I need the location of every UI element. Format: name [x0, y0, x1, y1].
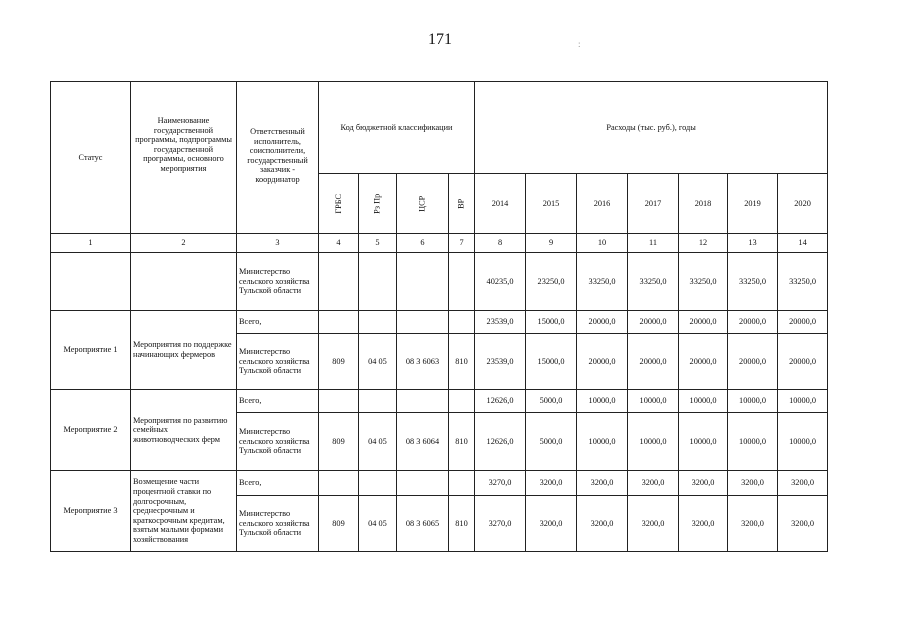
status-cell: [51, 253, 131, 311]
header-year: 2016: [577, 174, 628, 234]
table-row: [51, 471, 828, 496]
value-cell: 15000,0: [526, 334, 577, 390]
value-cell: 20000,0: [577, 311, 628, 334]
value-cell: 20000,0: [778, 334, 828, 390]
vr-cell: 810: [449, 334, 475, 390]
value-cell: 5000,0: [526, 390, 577, 413]
value-cell: 3270,0: [475, 471, 526, 496]
col-number: 14: [778, 234, 828, 253]
header-expenses: Расходы (тыс. руб.), годы: [475, 82, 828, 174]
status-cell: Мероприятие 1: [51, 311, 131, 390]
responsible-cell: Министерство сельского хозяйства Тульской области: [237, 413, 319, 471]
total-label-cell: Всего,: [237, 311, 319, 334]
col-number: 10: [577, 234, 628, 253]
header-year: 2019: [728, 174, 778, 234]
csr-cell: [397, 471, 449, 496]
name-cell: Мероприятия по поддержке начинающих фермеров: [131, 311, 237, 390]
scan-speck: :: [578, 39, 581, 49]
value-cell: 20000,0: [679, 334, 728, 390]
value-cell: 20000,0: [628, 311, 679, 334]
value-cell: 20000,0: [679, 311, 728, 334]
grbs-cell: [319, 311, 359, 334]
value-cell: 10000,0: [628, 413, 679, 471]
total-label-cell: Всего,: [237, 471, 319, 496]
csr-cell: [397, 253, 449, 311]
grbs-cell: [319, 253, 359, 311]
col-number: 2: [131, 234, 237, 253]
rzpr-cell: [359, 253, 397, 311]
budget-table: [50, 81, 828, 552]
value-cell: 10000,0: [577, 390, 628, 413]
responsible-cell: Министерство сельского хозяйства Тульской области: [237, 496, 319, 552]
value-cell: 10000,0: [778, 390, 828, 413]
value-cell: 12626,0: [475, 390, 526, 413]
value-cell: 10000,0: [778, 413, 828, 471]
header-name: Наименование государственной программы, подпрограммы государственной программы, основного мероприятия: [131, 82, 237, 234]
csr-cell: 08 3 6064: [397, 413, 449, 471]
value-cell: 33250,0: [728, 253, 778, 311]
col-number: 13: [728, 234, 778, 253]
csr-cell: 08 3 6065: [397, 496, 449, 552]
value-cell: 10000,0: [728, 413, 778, 471]
col-number: 7: [449, 234, 475, 253]
col-number: 9: [526, 234, 577, 253]
rzpr-cell: 04 05: [359, 334, 397, 390]
header-code-vr: ВР: [449, 174, 475, 234]
col-number: 6: [397, 234, 449, 253]
value-cell: 10000,0: [679, 413, 728, 471]
value-cell: 3270,0: [475, 496, 526, 552]
csr-cell: [397, 390, 449, 413]
value-cell: 20000,0: [577, 334, 628, 390]
value-cell: 23539,0: [475, 311, 526, 334]
value-cell: 5000,0: [526, 413, 577, 471]
value-cell: 20000,0: [728, 334, 778, 390]
vr-cell: [449, 311, 475, 334]
value-cell: 10000,0: [728, 390, 778, 413]
value-cell: 15000,0: [526, 311, 577, 334]
header-code-rzpr: Рз Пр: [359, 174, 397, 234]
table-row: [51, 253, 828, 311]
status-cell: Мероприятие 3: [51, 471, 131, 552]
value-cell: 20000,0: [628, 334, 679, 390]
value-cell: 33250,0: [679, 253, 728, 311]
vr-cell: [449, 471, 475, 496]
header-responsible: Ответственный исполнитель, соисполнители, государственный заказчик - координатор: [237, 82, 319, 234]
header-year: 2018: [679, 174, 728, 234]
value-cell: 3200,0: [526, 496, 577, 552]
grbs-cell: 809: [319, 334, 359, 390]
header-status: Статус: [51, 82, 131, 234]
value-cell: 3200,0: [778, 496, 828, 552]
responsible-cell: Министерство сельского хозяйства Тульской области: [237, 334, 319, 390]
value-cell: 20000,0: [728, 311, 778, 334]
total-label-cell: Всего,: [237, 390, 319, 413]
name-cell: [131, 253, 237, 311]
header-year: 2017: [628, 174, 679, 234]
value-cell: 10000,0: [628, 390, 679, 413]
status-cell: Мероприятие 2: [51, 390, 131, 471]
vr-cell: 810: [449, 413, 475, 471]
col-number: 12: [679, 234, 728, 253]
page-number: 171: [428, 31, 452, 48]
rzpr-cell: [359, 390, 397, 413]
rzpr-cell: 04 05: [359, 496, 397, 552]
value-cell: 20000,0: [778, 311, 828, 334]
value-cell: 10000,0: [679, 390, 728, 413]
col-number: 11: [628, 234, 679, 253]
value-cell: 3200,0: [628, 471, 679, 496]
value-cell: 33250,0: [778, 253, 828, 311]
value-cell: 10000,0: [577, 413, 628, 471]
value-cell: 33250,0: [577, 253, 628, 311]
value-cell: 3200,0: [728, 471, 778, 496]
value-cell: 3200,0: [577, 471, 628, 496]
csr-cell: [397, 311, 449, 334]
header-year: 2014: [475, 174, 526, 234]
table-row: [51, 390, 828, 413]
value-cell: 3200,0: [679, 471, 728, 496]
name-cell: Возмещение части процентной ставки по долгосрочным, среднесрочным и краткосрочным кредитам, взятым малыми формами хозяйствования: [131, 471, 237, 552]
grbs-cell: 809: [319, 496, 359, 552]
value-cell: 3200,0: [728, 496, 778, 552]
header-year: 2020: [778, 174, 828, 234]
value-cell: 23250,0: [526, 253, 577, 311]
header-code-grbs: ГРБС: [319, 174, 359, 234]
value-cell: 3200,0: [526, 471, 577, 496]
grbs-cell: 809: [319, 413, 359, 471]
header-code-csr: ЦСР: [397, 174, 449, 234]
value-cell: 3200,0: [577, 496, 628, 552]
rzpr-cell: [359, 311, 397, 334]
grbs-cell: [319, 390, 359, 413]
vr-cell: [449, 390, 475, 413]
column-number-row: [51, 234, 828, 253]
value-cell: 23539,0: [475, 334, 526, 390]
header-budget-class: Код бюджетной классификации: [319, 82, 475, 174]
col-number: 4: [319, 234, 359, 253]
name-cell: Мероприятия по развитию семейных животноводческих ферм: [131, 390, 237, 471]
vr-cell: [449, 253, 475, 311]
value-cell: 12626,0: [475, 413, 526, 471]
table-row: [51, 311, 828, 334]
grbs-cell: [319, 471, 359, 496]
value-cell: 3200,0: [628, 496, 679, 552]
rzpr-cell: [359, 471, 397, 496]
csr-cell: 08 3 6063: [397, 334, 449, 390]
col-number: 5: [359, 234, 397, 253]
col-number: 8: [475, 234, 526, 253]
value-cell: 3200,0: [679, 496, 728, 552]
responsible-cell: Министерство сельского хозяйства Тульской области: [237, 253, 319, 311]
vr-cell: 810: [449, 496, 475, 552]
col-number: 3: [237, 234, 319, 253]
header-year: 2015: [526, 174, 577, 234]
value-cell: 33250,0: [628, 253, 679, 311]
col-number: 1: [51, 234, 131, 253]
value-cell: 3200,0: [778, 471, 828, 496]
value-cell: 40235,0: [475, 253, 526, 311]
rzpr-cell: 04 05: [359, 413, 397, 471]
